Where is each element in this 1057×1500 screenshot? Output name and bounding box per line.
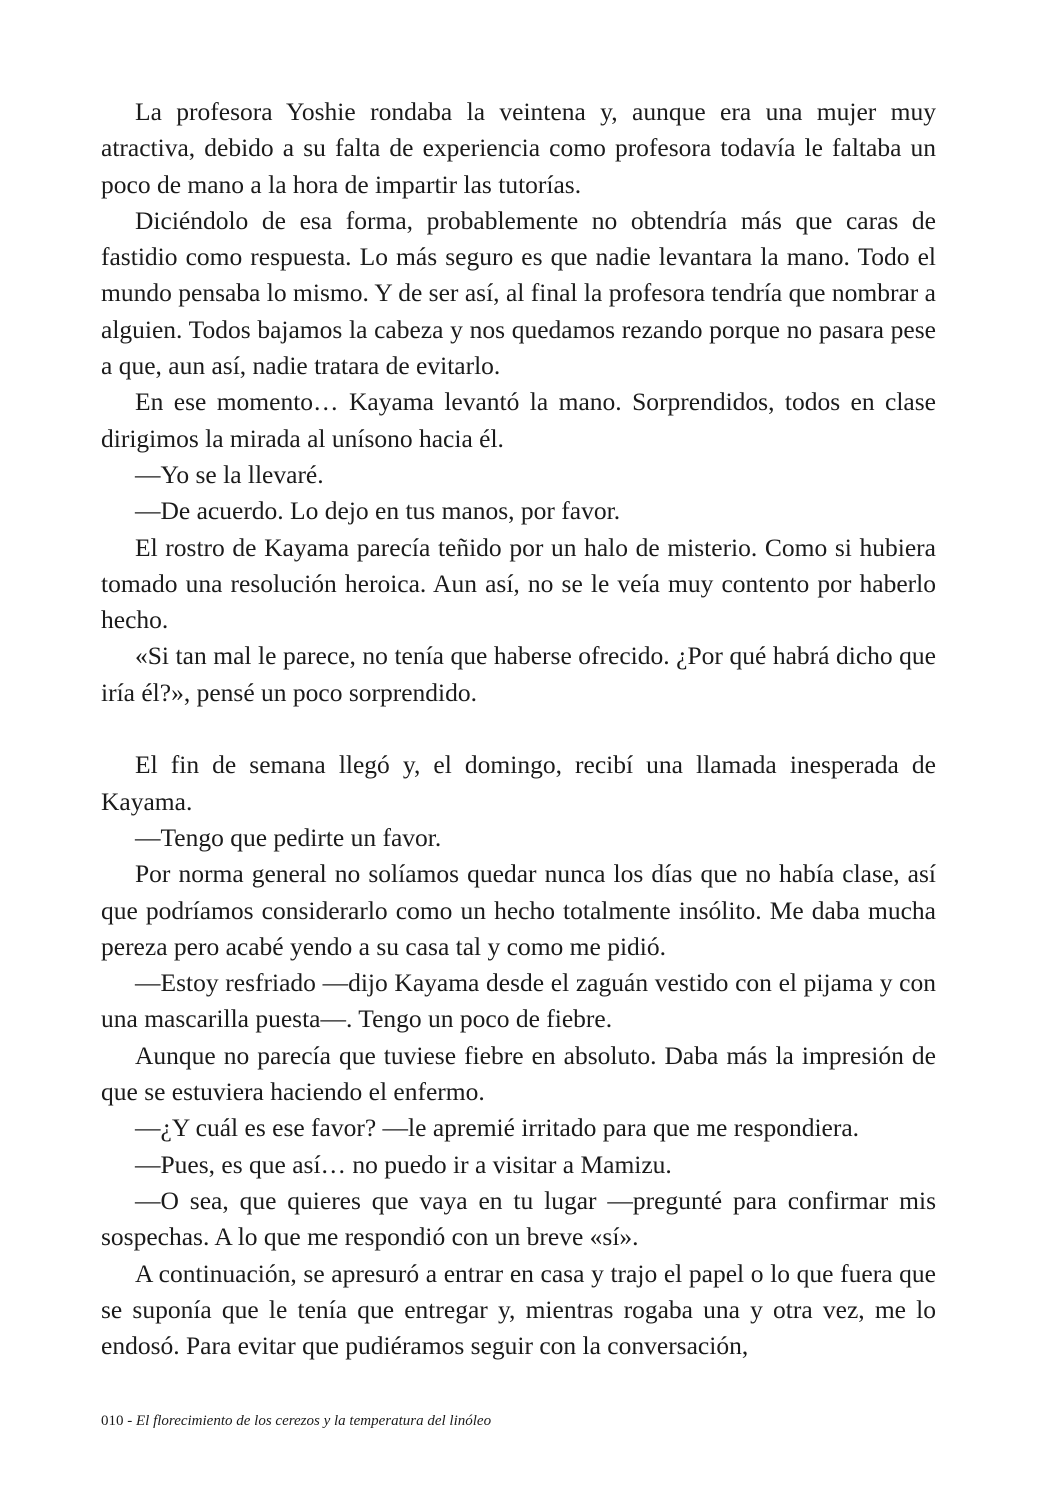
page-footer <box>101 1413 491 1430</box>
dialogue-line: —O sea, que quieres que vaya en tu lugar —pregunté para confirmar mis sospechas. A lo que me respondió con un breve «sí». <box>101 1185 936 1252</box>
paragraph: El fin de semana llegó y, el domingo, recibí una llamada inesperada de Kayama. <box>101 750 936 816</box>
dialogue-line: —De acuerdo. Lo dejo en tus manos, por favor. <box>135 496 621 526</box>
section-break <box>101 711 936 747</box>
paragraph: La profesora Yoshie rondaba la veintena y, aunque era una mujer muy atractiva, debido a su falta de experiencia como profesora todavía le faltaba un poco de mano a la hora de impartir las tutorías. <box>101 97 936 199</box>
dialogue-line: —¿Y cuál es ese favor? —le apremié irritado para que me respondiera. <box>135 1113 860 1143</box>
footer-separator: - <box>123 1413 136 1429</box>
book-title: El florecimiento de los cerezos y la temperatura del linóleo <box>136 1413 492 1429</box>
paragraph: El rostro de Kayama parecía teñido por un halo de misterio. Como si hubiera tomado una resolución heroica. Aun así, no se le veía muy contento por haberlo hecho. <box>101 532 936 635</box>
dialogue-line: —Tengo que pedirte un favor. <box>135 822 442 852</box>
paragraph: A continuación, se apresuró a entrar en casa y trajo el papel o lo que fuera que se suponía que le tenía que entregar y, mientras rogaba una y otra vez, me lo endosó. Para evitar que pudiéramos seguir con la conversación, <box>101 1258 936 1361</box>
dialogue-line: —Yo se la llevaré. <box>135 459 324 489</box>
dialogue-line: —Pues, es que así… no puedo ir a visitar a Mamizu. <box>135 1149 672 1179</box>
page-body <box>101 94 936 1364</box>
paragraph: En ese momento… Kayama levantó la mano. Sorprendidos, todos en clase dirigimos la mirada al unísono hacia él. <box>101 387 936 453</box>
paragraph: Por norma general no solíamos quedar nunca los días que no había clase, así que podríamos considerarlo como un hecho totalmente insólito. Me daba mucha pereza pero acabé yendo a su casa tal y como me pidió. <box>101 859 936 961</box>
paragraph: Diciéndolo de esa forma, probablemente no obtendría más que caras de fastidio como respuesta. Lo más seguro es que nadie levantara la mano. Todo el mundo pensaba lo mismo. Y de ser así, al final la profesora tendría que nombrar a alguien. Todos bajamos la cabeza y nos quedamos rezando porque no pasara pese a que, aun así, nadie tratara de evitarlo. <box>101 205 936 381</box>
page-number: 010 <box>101 1413 124 1429</box>
paragraph: Aunque no parecía que tuviese fiebre en absoluto. Daba más la impresión de que se estuviera haciendo el enfermo. <box>101 1040 936 1107</box>
paragraph: «Si tan mal le parece, no tenía que haberse ofrecido. ¿Por qué habrá dicho que iría él?», pensé un poco sorprendido. <box>101 641 936 707</box>
dialogue-line: —Estoy resfriado —dijo Kayama desde el zaguán vestido con el pijama y con una mascarilla puesta—. Tengo un poco de fiebre. <box>101 968 936 1034</box>
